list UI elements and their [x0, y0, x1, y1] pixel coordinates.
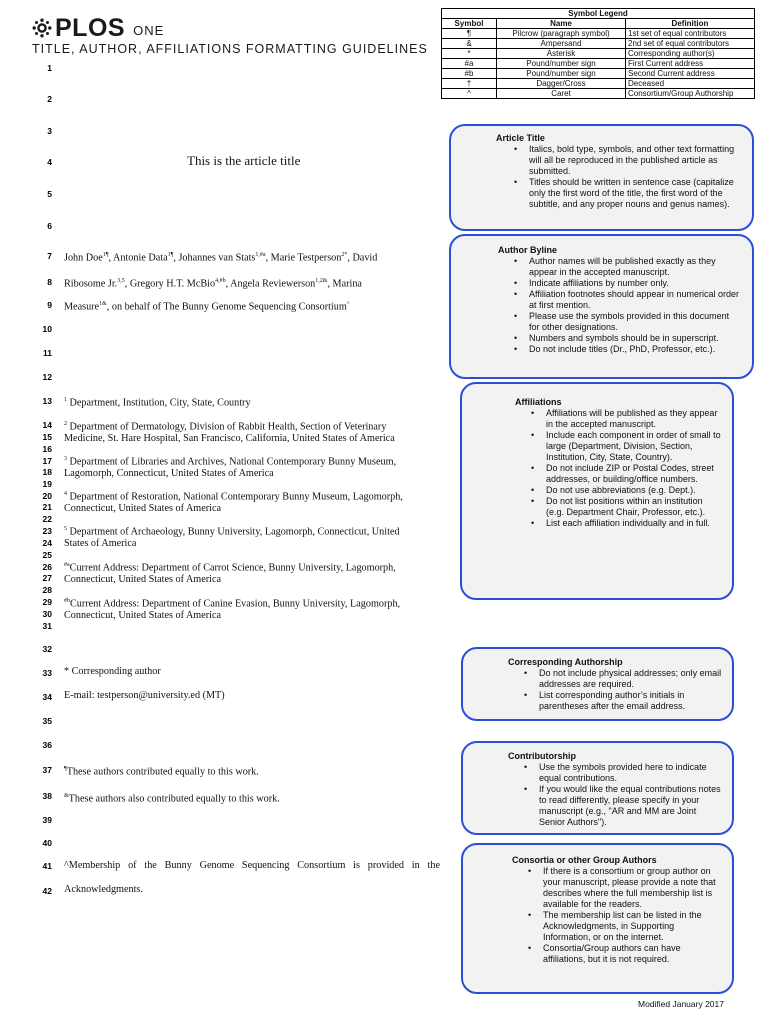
- line-number: 4: [47, 157, 52, 167]
- line-number: 22: [42, 514, 52, 524]
- guideline-item: • Indicate affiliations by number only.: [512, 278, 742, 289]
- guideline-item: • Do not use abbreviations (e.g. Dept.).: [529, 485, 722, 496]
- line-number: 23: [42, 526, 52, 536]
- consortium-note-line-2: Acknowledgments.: [64, 884, 143, 895]
- author-byline-line-1: John Doe$^{1\P}$, Antonie Data$^{1\P}$, Johannes van Stats$^{1,\#a}$, Marie Testperson$^{2*}$, David: [64, 252, 378, 264]
- definition-cell: Consortium/Group Authorship: [626, 89, 755, 99]
- line-number: 3: [47, 126, 52, 136]
- line-number: 30: [42, 609, 52, 619]
- symbol-cell: #b: [442, 69, 497, 79]
- guideline-item: • If you would like the equal contributions notes to read differently, please specify in your manuscript (e.g., "AR and MM are Joint Senior Authors").: [522, 784, 722, 828]
- definition-cell: First Current address: [626, 59, 755, 69]
- line-number: 29: [42, 597, 52, 607]
- definition-cell: Second Current address: [626, 69, 755, 79]
- line-number: 15: [42, 432, 52, 442]
- guideline-item: • Do not include ZIP or Postal Codes, street addresses, or building/office numbers.: [529, 463, 722, 485]
- name-cell: Dagger/Cross: [497, 79, 626, 89]
- current-address-b: $^{\#b}$Current Address: Department of Canine Evasion, Bunny University, Lagomorph, Connecticut, United States of America: [64, 598, 401, 622]
- name-cell: Asterisk: [497, 49, 626, 59]
- guideline-heading: Consortia or other Group Authors: [512, 855, 657, 865]
- guideline-heading: Article Title: [496, 133, 545, 143]
- guideline-heading: Affiliations: [515, 397, 562, 407]
- line-number: 39: [42, 815, 52, 825]
- line-number: 10: [42, 324, 52, 334]
- name-cell: Ampersand: [497, 39, 626, 49]
- line-number: 27: [42, 573, 52, 583]
- symbol-cell: &: [442, 39, 497, 49]
- guideline-item: • Use the symbols provided here to indicate equal contributions.: [522, 762, 722, 784]
- line-number: 19: [42, 479, 52, 489]
- column-header-symbol: Symbol: [442, 19, 497, 29]
- line-number: 20: [42, 491, 52, 501]
- line-number: 6: [47, 221, 52, 231]
- equal-contribution-note-1: ¶These authors contributed equally to this work.: [64, 766, 259, 778]
- name-cell: Pound/number sign: [497, 59, 626, 69]
- line-number: 26: [42, 562, 52, 572]
- guideline-heading: Author Byline: [498, 245, 558, 255]
- line-number: 13: [42, 396, 52, 406]
- definition-cell: Corresponding author(s): [626, 49, 755, 59]
- contributorship-guidelines: [461, 741, 734, 835]
- line-number: 28: [42, 585, 52, 595]
- definition-cell: 1st set of equal contributors: [626, 29, 755, 39]
- table-row: [442, 59, 755, 69]
- symbol-legend-title: Symbol Legend: [442, 9, 755, 19]
- symbol-cell: ¶: [442, 29, 497, 39]
- guideline-item: • Please use the symbols provided in this document for other designations.: [512, 311, 742, 333]
- line-number: 5: [47, 189, 52, 199]
- line-number: 32: [42, 644, 52, 654]
- equal-contribution-note-2: &These authors also contributed equally to this work.: [64, 793, 280, 805]
- guideline-item: • Author names will be published exactly as they appear in the accepted manuscript.: [512, 256, 742, 278]
- page-title: TITLE, AUTHOR, AFFILIATIONS FORMATTING GUIDELINES: [32, 42, 428, 56]
- name-cell: Pound/number sign: [497, 69, 626, 79]
- table-row: [442, 49, 755, 59]
- line-number: 7: [47, 251, 52, 261]
- affiliation-5: $^5$ Department of Archaeology, Bunny University, Lagomorph, Connecticut, United States of America: [64, 526, 400, 550]
- guideline-item: • List each affiliation individually and in full.: [529, 518, 722, 529]
- guideline-item: • Do not list positions within an institution (e.g. Department Chair, Professor, etc.).: [529, 496, 722, 518]
- symbol-cell: †: [442, 79, 497, 89]
- table-row: [442, 39, 755, 49]
- guideline-item: • Italics, bold type, symbols, and other text formatting will all be reproduced in the published article as submitted.: [512, 144, 742, 177]
- guideline-item: • Do not include physical addresses; only email addresses are required.: [522, 668, 722, 690]
- article-title-guidelines: [449, 124, 754, 231]
- line-number: 25: [42, 550, 52, 560]
- affiliations-guidelines: [460, 382, 734, 600]
- guideline-item: • List corresponding author’s initials in parentheses after the email address.: [522, 690, 722, 712]
- line-number: 37: [42, 765, 52, 775]
- table-row: [442, 79, 755, 89]
- author-byline-line-3: Measure$^{1\&}$, on behalf of The Bunny Genome Sequencing Consortium^: [64, 301, 350, 313]
- name-cell: Caret: [497, 89, 626, 99]
- line-number: 41: [42, 861, 52, 871]
- affiliation-1: $^1$ Department, Institution, City, State, Country: [64, 397, 251, 409]
- table-row: [442, 69, 755, 79]
- line-number: 8: [47, 277, 52, 287]
- guideline-item: • Titles should be written in sentence case (capitalize only the first word of the title, the first word of the subtitle, and any proper nouns and genus names).: [512, 177, 742, 210]
- affiliation-4: $^4$ Department of Restoration, National Contemporary Bunny Museum, Lagomorph, Connecticut, United States of America: [64, 491, 403, 515]
- guideline-item: • Do not include titles (Dr., PhD, Professor, etc.).: [512, 344, 742, 355]
- current-address-a: $^{\#a}$Current Address: Department of Carrot Science, Bunny University, Lagomorph, Connecticut, United States of America: [64, 562, 396, 586]
- article-title: This is the article title: [187, 153, 301, 168]
- line-number: 16: [42, 444, 52, 454]
- definition-cell: 2nd set of equal contributors: [626, 39, 755, 49]
- table-row: [442, 89, 755, 99]
- line-number: 17: [42, 456, 52, 466]
- line-number: 9: [47, 300, 52, 310]
- guideline-heading: Corresponding Authorship: [508, 657, 623, 667]
- column-header-name: Name: [497, 19, 626, 29]
- line-number: 1: [47, 63, 52, 73]
- line-number: 12: [42, 372, 52, 382]
- name-cell: Pilcrow (paragraph symbol): [497, 29, 626, 39]
- line-number: 40: [42, 838, 52, 848]
- plos-logo-icon: [32, 18, 52, 38]
- guideline-item: • Consortia/Group authors can have affiliations, but it is not required.: [526, 943, 722, 965]
- line-number: 38: [42, 791, 52, 801]
- author-byline-line-2: Ribosome Jr.$^{3,5}$, Gregory H.T. McBio$^{4,\#b}$, Angela Reviewerson$^{1,2\&}$, Marina: [64, 278, 362, 290]
- guideline-heading: Contributorship: [508, 751, 576, 761]
- logo-suffix: ONE: [133, 22, 165, 38]
- modified-date: Modified January 2017: [637, 999, 724, 1009]
- line-number: 14: [42, 420, 52, 430]
- affiliation-2: $^2$ Department of Dermatology, Division of Rabbit Health, Section of Veterinary Medicine, St. Hare Hospital, San Francisco, California, United States of America: [64, 421, 395, 445]
- affiliation-3: $^3$ Department of Libraries and Archives, National Contemporary Bunny Museum, Lagomorph, Connecticut, United States of America: [64, 456, 397, 480]
- consortia-guidelines: [461, 843, 734, 994]
- line-number: 35: [42, 716, 52, 726]
- guideline-item: • If there is a consortium or group author on your manuscript, please provide a note that describes where the full membership list is available for the readers.: [526, 866, 722, 910]
- line-number: 36: [42, 740, 52, 750]
- line-number: 34: [42, 692, 52, 702]
- definition-cell: Deceased: [626, 79, 755, 89]
- symbol-cell: #a: [442, 59, 497, 69]
- corresponding-author-note: * Corresponding author: [64, 666, 161, 677]
- line-number: 18: [42, 467, 52, 477]
- line-number: 11: [43, 348, 52, 358]
- column-header-definition: Definition: [626, 19, 755, 29]
- symbol-legend-table: [441, 8, 755, 99]
- plos-one-logo: [32, 14, 164, 42]
- guideline-item: • Numbers and symbols should be in superscript.: [512, 333, 742, 344]
- line-number: 42: [42, 886, 52, 896]
- corresponding-authorship-guidelines: [461, 647, 734, 721]
- line-number: 21: [42, 502, 52, 512]
- consortium-note-line-1: ^Membership of the Bunny Genome Sequencing Consortium is provided in the: [64, 860, 440, 871]
- author-byline-guidelines: [449, 234, 754, 379]
- line-number: 24: [42, 538, 52, 548]
- corresponding-email: E-mail: testperson@university.ed (MT): [64, 690, 225, 701]
- line-number: 31: [42, 621, 52, 631]
- logo-wordmark: PLOS: [55, 13, 126, 42]
- symbol-cell: *: [442, 49, 497, 59]
- guideline-item: • The membership list can be listed in the Acknowledgments, in Supporting Information, or on the internet.: [526, 910, 722, 943]
- table-row: [442, 29, 755, 39]
- guideline-item: • Affiliation footnotes should appear in numerical order at first mention.: [512, 289, 742, 311]
- guideline-item: • Include each component in order of small to large (Department, Division, Section, Institution, City, State, Country).: [529, 430, 722, 463]
- symbol-cell: ^: [442, 89, 497, 99]
- line-number: 2: [47, 94, 52, 104]
- line-number: 33: [42, 668, 52, 678]
- guideline-item: • Affiliations will be published as they appear in the accepted manuscript.: [529, 408, 722, 430]
